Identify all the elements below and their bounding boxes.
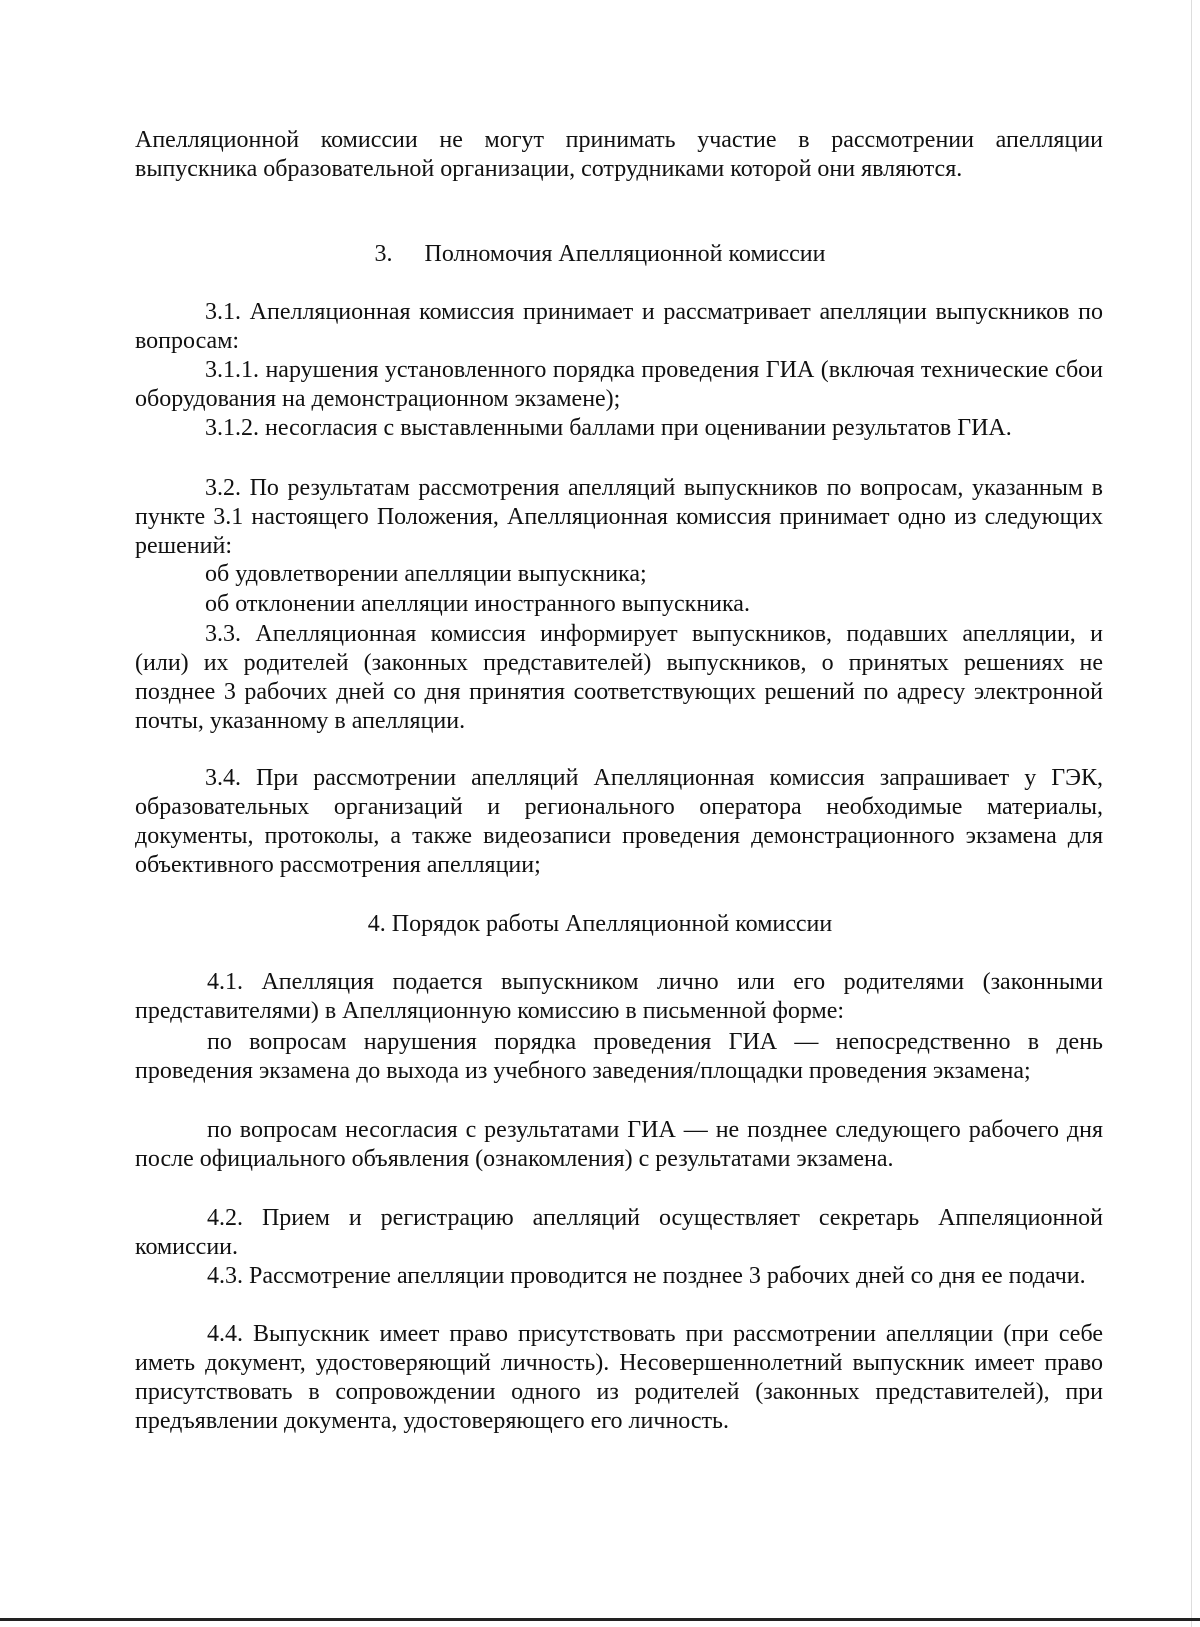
section-3-heading [0, 240, 1200, 269]
paragraph-3-1-1: 3.1.1. нарушения установленного порядка проведения ГИА (включая технические сбои оборудования на демонстрационном экзамене); [135, 357, 1103, 412]
paragraph-3-3: 3.3. Апелляционная комиссия информирует выпускников, подавших апелляции, и (или) их родителей (законных представителей) выпускников, о принятых решениях не позднее 3 рабочих дней со дня принятия соответствующих решений по адресу электронной почты, указанному в апелляции. [135, 621, 1103, 734]
paragraph-4-1-option-a: по вопросам нарушения порядка проведения ГИА — непосредственно в день проведения экзамена до выхода из учебного заведения/площадки проведения экзамена; [135, 1029, 1103, 1084]
paragraph-3-1: 3.1. Апелляционная комиссия принимает и рассматривает апелляции выпускников по вопросам: [135, 299, 1103, 354]
intro-paragraph: Апелляционной комиссии не могут принимать участие в рассмотрении апелляции выпускника образовательной организации, сотрудниками которой они являются. [135, 127, 1103, 182]
paragraph-3-1-2: 3.1.2. несогласия с выставленными баллами при оценивании результатов ГИА. [205, 415, 1012, 441]
paragraph-4-4: 4.4. Выпускник имеет право присутствовать при рассмотрении апелляции (при себе иметь документ, удостоверяющий личность). Несовершеннолетний выпускник имеет право присутствовать в сопровождении одного из родителей (законных представителей), при предъявлении документа, удостоверяющего его личность. [135, 1321, 1103, 1434]
paragraph-3-4: 3.4. При рассмотрении апелляций Апелляционная комиссия запрашивает у ГЭК, образовательных организаций и регионального оператора необходимые материалы, документы, протоколы, а также видеозаписи проведения демонстрационного экзамена для объективного рассмотрения апелляции; [135, 765, 1103, 878]
scan-bottom-border [0, 1618, 1200, 1621]
section-4-heading: 4. Порядок работы Апелляционной комиссии [367, 911, 833, 937]
paragraph-4-1: 4.1. Апелляция подается выпускником лично или его родителями (законными представителями) в Апелляционную комиссию в письменной форме: [135, 969, 1103, 1024]
paragraph-3-2-option-b: об отклонении апелляции иностранного выпускника. [205, 591, 750, 617]
scan-edge-shadow [1191, 0, 1192, 1627]
section-3-number: 3. [374, 241, 393, 267]
paragraph-4-2: 4.2. Прием и регистрацию апелляций осуществляет секретарь Аппеляционной комиссии. [135, 1205, 1103, 1260]
paragraph-4-1-option-b: по вопросам несогласия с результатами ГИА — не позднее следующего рабочего дня после официального объявления (ознакомления) с результатами экзамена. [135, 1117, 1103, 1172]
section-3-title: Полномочия Апелляционной комиссии [424, 241, 826, 267]
paragraph-3-2: 3.2. По результатам рассмотрения апелляций выпускников по вопросам, указанным в пункте 3.1 настоящего Положения, Апелляционная комиссия принимает одно из следующих решений: [135, 475, 1103, 559]
paragraph-3-2-option-a: об удовлетворении апелляции выпускника; [205, 561, 647, 587]
paragraph-4-3: 4.3. Рассмотрение апелляции проводится не позднее 3 рабочих дней со дня ее подачи. [207, 1263, 1086, 1289]
